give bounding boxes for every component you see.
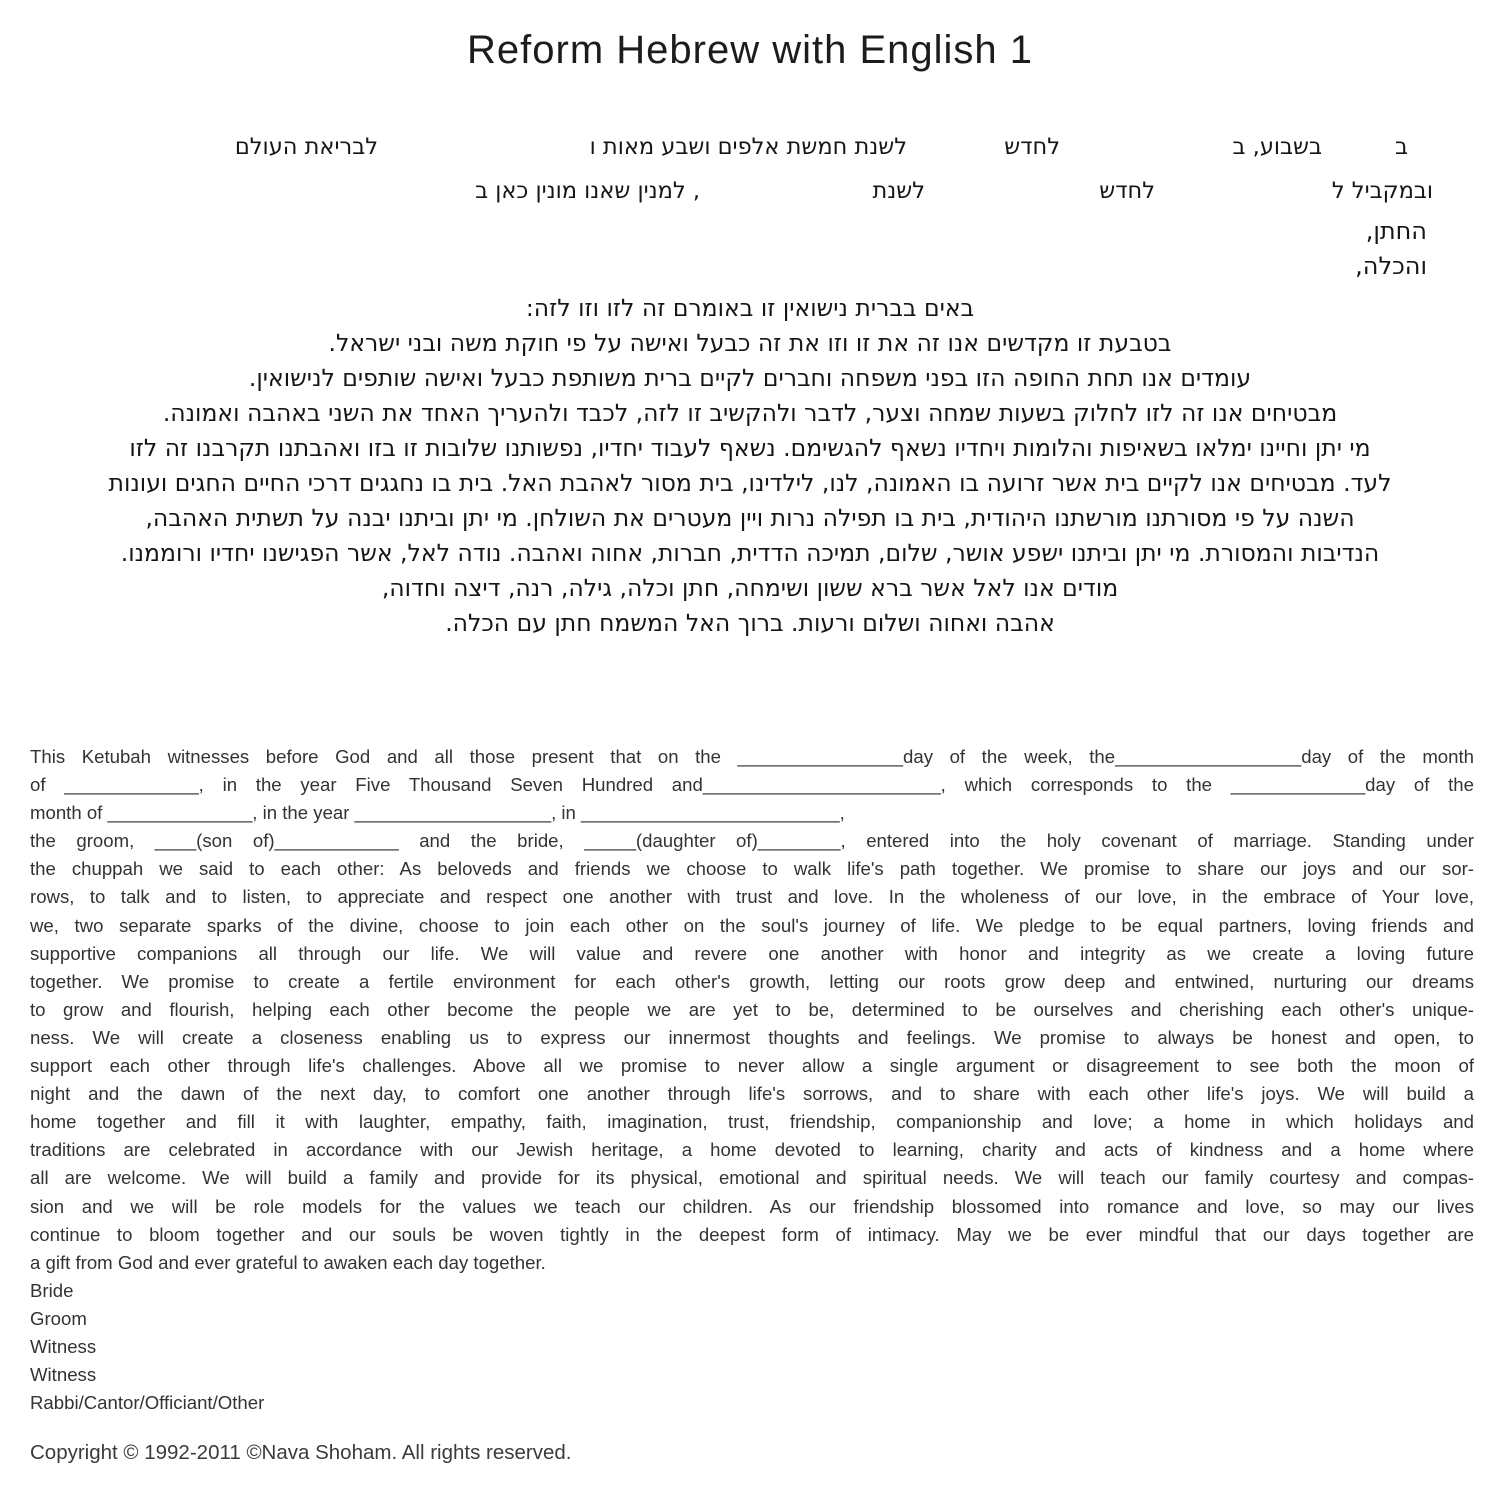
hebrew-line: מודים אנו לאל אשר ברא ששון ושימחה, חתן וכלה, גילה, רנה, דיצה וחדוה, [381,574,1119,602]
hebrew-corresponding-label: ובמקביל ל [1331,178,1433,204]
english-line: sion and we will be role models for the values we teach our children. As our friendship blossomed into romance and love, so may our lives [30,1195,1474,1217]
english-line-year-blanks: of _____________, in the year Five Thousand Seven Hundred and_______________________, which corresponds to the _____________day of the [30,774,1474,796]
english-line: ness. We will create a closeness enabling us to express our innermost thoughts and feelings. We promise to always be honest and open, to [30,1026,1474,1048]
hebrew-line: אהבה ואחוה ושלום ורעות. ברוך האל המשמח חתן עם הכלה. [445,609,1055,637]
hebrew-line: באים בברית נישואין זו באומרם זה לזו וזו לזה: [525,294,975,322]
english-line-names-blanks: the groom, ____(son of)____________ and the bride, _____(daughter of)________, entered into the holy covenant of marriage. Standing under [30,830,1474,852]
signature-label-groom: Groom [30,1307,87,1329]
english-line: we, two separate sparks of the divine, choose to join each other on the soul's journey of life. We pledge to be equal partners, loving friends and [30,914,1474,936]
signature-label-witness-2: Witness [30,1364,97,1386]
hebrew-count-label: , למנין שאנו מונין כאן ב [475,178,700,204]
english-line: all are welcome. We will build a family and provide for its physical, emotional and spiritual needs. We will teach our family courtesy and compas- [30,1167,1474,1189]
hebrew-line: מי יתן וחיינו ימלאו בשאיפות והלומות ויחדיו נשאף להגשימם. נשאף לעבוד יחדיו, נפשותנו שלובות זו בזו ואהבתנו תקרבנו זה לזו [129,434,1371,462]
hebrew-vows-paragraph [28,291,1472,641]
english-line: support each other through life's challenges. Above all we promise to never allow a single argument or disagreement to see both the moon of [30,1055,1474,1077]
english-line: supportive companions all through our life. We will value and revere one another with honor and integrity as we create a loving future [30,942,1474,964]
english-line: together. We promise to create a fertile environment for each other's growth, letting our roots grow deep and entwined, nurturing our dreams [30,970,1474,992]
english-line: rows, to talk and to listen, to appreciate and respect one another with trust and love. In the wholeness of our love, in the embrace of Your love, [30,886,1474,908]
english-line-date-blanks: This Ketubah witnesses before God and all those present that on the ________________day of the week, the__________________day of the month [30,746,1474,767]
hebrew-line: בטבעת זו מקדשים אנו זה את זו וזו את זה כבעל ואישה על פי חוקת משה ובני ישראל. [328,329,1172,357]
signature-labels [30,1277,1474,1417]
hebrew-creation-label: לבריאת העולם [234,134,378,160]
english-vows-paragraph [30,743,1474,1417]
english-line-month-blanks: month of ______________, in the year ___________________, in _________________________, [30,802,845,824]
english-line-closing: a gift from God and ever grateful to awaken each day together. [30,1251,546,1273]
page-title: Reform Hebrew with English 1 [467,28,1033,72]
hebrew-header [0,0,1500,300]
hebrew-day-prefix: ב [1394,134,1408,160]
copyright-notice: Copyright © 1992-2011 ©Nava Shoham. All rights reserved. [30,1441,572,1464]
english-line: home together and fill it with laughter, empathy, faith, imagination, trust, friendship, companionship and love; a home in which holidays and [30,1111,1474,1133]
hebrew-week-label: בשבוע, ב [1232,134,1322,160]
hebrew-month-label: לחדש [1004,134,1060,160]
hebrew-bride-label: והכלה, [1355,252,1427,280]
hebrew-civil-month-label: לחדש [1099,178,1155,204]
english-line: continue to bloom together and our souls be woven tightly in the deepest form of intimacy. May we be ever mindful that our days together are [30,1223,1474,1245]
signature-label-bride: Bride [30,1279,74,1301]
signature-label-officiant: Rabbi/Cantor/Officiant/Other [30,1392,265,1414]
hebrew-line: לעד. מבטיחים אנו לקיים בית אשר זרועה בו האמונה, לנו, לילדינו, בית מסור לאהבת האל. בית בו נחגגים דרכי החיים החגים ועונות [108,469,1392,497]
hebrew-line: עומדים אנו תחת החופה הזו בפני משפחה וחברים לקיים ברית משותפת כבעל ואישה שותפים לנישואין. [248,364,1252,392]
english-line: to grow and flourish, helping each other become the people we are yet to be, determined to be ourselves and cherishing each other's unique- [30,998,1474,1020]
hebrew-civil-year-label: לשנת [872,178,925,204]
signature-label-witness-1: Witness [30,1335,97,1357]
hebrew-groom-label: החתן, [1365,217,1427,245]
hebrew-year-label: לשנת חמשת אלפים ושבע מאות ו [589,134,907,160]
english-line: the chuppah we said to each other: As beloveds and friends we choose to walk life's path together. We promise to share our joys and our sor- [30,858,1474,880]
english-line: night and the dawn of the next day, to comfort one another through life's sorrows, and to share with each other life's joys. We will build a [30,1083,1474,1105]
hebrew-line: הנדיבות והמסורת. מי יתן וביתנו ישפע אושר, שלום, תמיכה הדדית, חברות, אחוה ואהבה. נודה לאל, אשר הפגישנו יחדיו ורוממנו. [120,539,1380,567]
hebrew-line: מבטיחים אנו זה לזו לחלוק בשעות שמחה וצער, לדבר ולהקשיב זו לזה, לכבד ולהעריך האחד את השני באהבה ואמונה. [162,399,1338,427]
english-line: traditions are celebrated in accordance with our Jewish heritage, a home devoted to learning, charity and acts of kindness and a home where [30,1139,1474,1161]
hebrew-line: השנה על פי מסורתנו מורשתנו היהודית, בית בו תפילה נרות ויין מעטרים את השולחן. מי יתן וביתנו יבנה על תשתית האהבה, [145,504,1355,532]
